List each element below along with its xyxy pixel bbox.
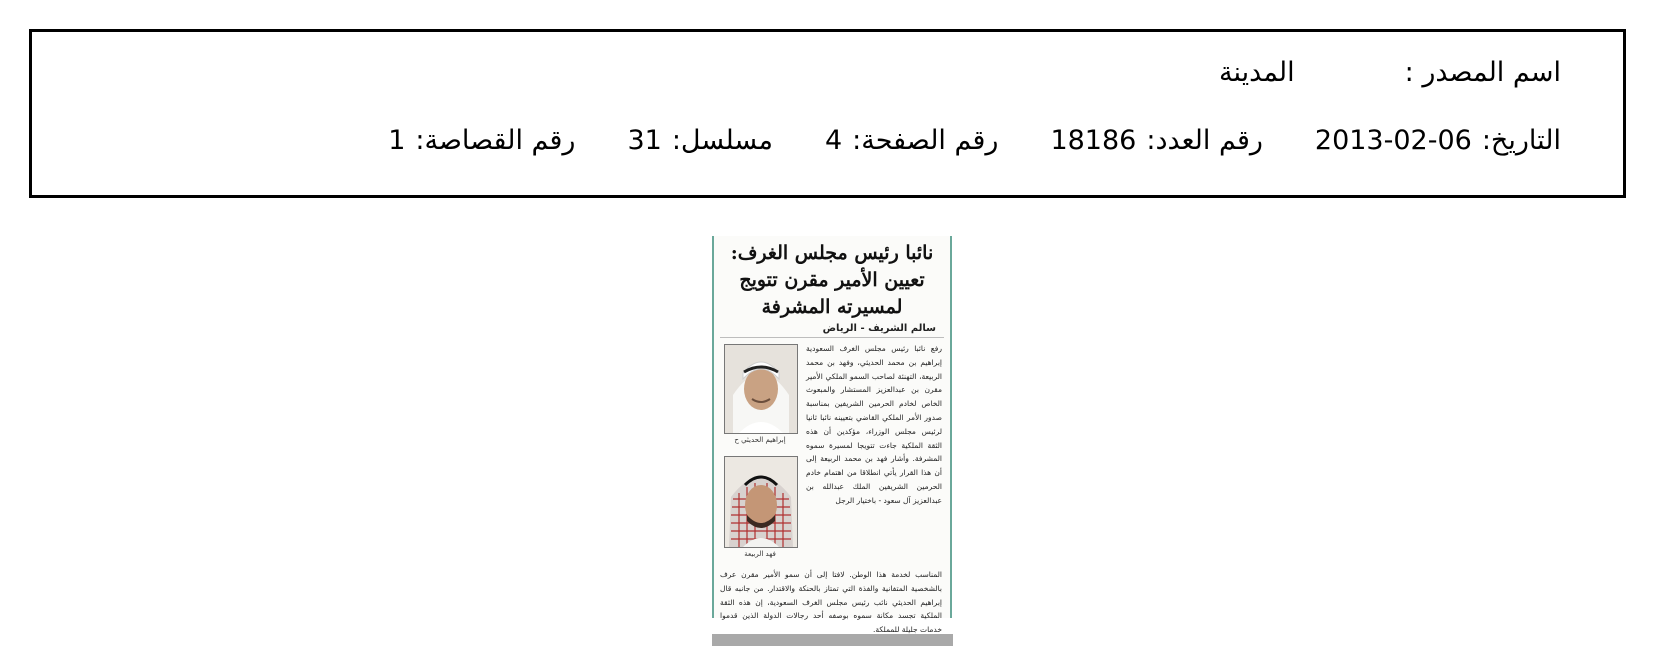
date-label: التاريخ:	[1481, 125, 1561, 156]
serial-field	[627, 125, 772, 156]
clipping-number-label: رقم القصاصة:	[415, 125, 576, 156]
page-field	[825, 125, 999, 156]
page-label: رقم الصفحة:	[852, 125, 999, 156]
date-field	[1315, 125, 1561, 156]
clipping-header-box	[29, 29, 1626, 198]
source-value: المدينة	[1219, 57, 1295, 88]
date-value: 2013-02-06	[1314, 125, 1472, 156]
article-headline: نائبا رئيس مجلس الغرف: تعيين الأمير مقرن تتويج لمسيرته المشرفة	[730, 242, 934, 318]
newspaper-clipping	[712, 236, 952, 635]
portrait-photo-1	[724, 344, 798, 434]
source-row	[1219, 57, 1561, 88]
page-value: 4	[824, 125, 843, 156]
issue-field	[1050, 125, 1262, 156]
serial-label: مسلسل:	[671, 125, 773, 156]
article-text-column: رفع نائبا رئيس مجلس الغرف السعودية إبراهيم بن محمد الحديثي، وفهد بن محمد الربيعة، التهنئة لصاحب السمو الملكي الأمير مقرن بن عبدالعزيز المستشار والمبعوث الخاص لخادم الحرمين الشريفين بمناسبة صدور الأمر الملكي القاضي بتعيينه نائبا ثانيا لرئيس مجلس الوزراء، مؤكدين أن هذه الثقة الملكية جاءت تتويجا لمسيرة سموه المشرفة. وأشار فهد بن محمد الربيعة إلى أن هذا القرار يأتي انطلاقا من اهتمام خادم الحرمين الشريفين الملك عبدالله بن عبدالعزيز آل سعود - باختيار الرجل	[806, 344, 942, 505]
portrait-caption-1: إبراهيم الحديثي ح	[734, 436, 786, 444]
serial-value: 31	[627, 125, 662, 156]
article-text-continued: المناسب لخدمة هذا الوطن. لافتا إلى أن سمو الأمير مقرن عرف بالشخصية المتفانية والفذة التي تمتاز بالحنكة والاقتدار. من جانبه قال إبراهيم الحديثي نائب رئيس مجلس الغرف السعودية، إن هذه الثقة الملكية تجسد مكانة سموه بوصفه أحد رجالات الدولة الذين قدموا خدمات جليلة للمملكة.	[720, 570, 942, 635]
clipping-number-value: 1	[388, 125, 406, 156]
issue-value: 18186	[1050, 125, 1137, 156]
article-body	[714, 338, 950, 638]
portrait-photo-2	[724, 456, 798, 548]
clipping-bottom-bar	[712, 634, 953, 646]
article-byline: سالم الشريف - الرياض	[720, 321, 944, 338]
clipping-number-field	[388, 125, 575, 156]
source-label: اسم المصدر :	[1404, 57, 1561, 88]
metadata-row	[388, 125, 1561, 156]
issue-label: رقم العدد:	[1146, 125, 1263, 156]
portrait-caption-2: فهد الربيعة	[744, 550, 776, 558]
